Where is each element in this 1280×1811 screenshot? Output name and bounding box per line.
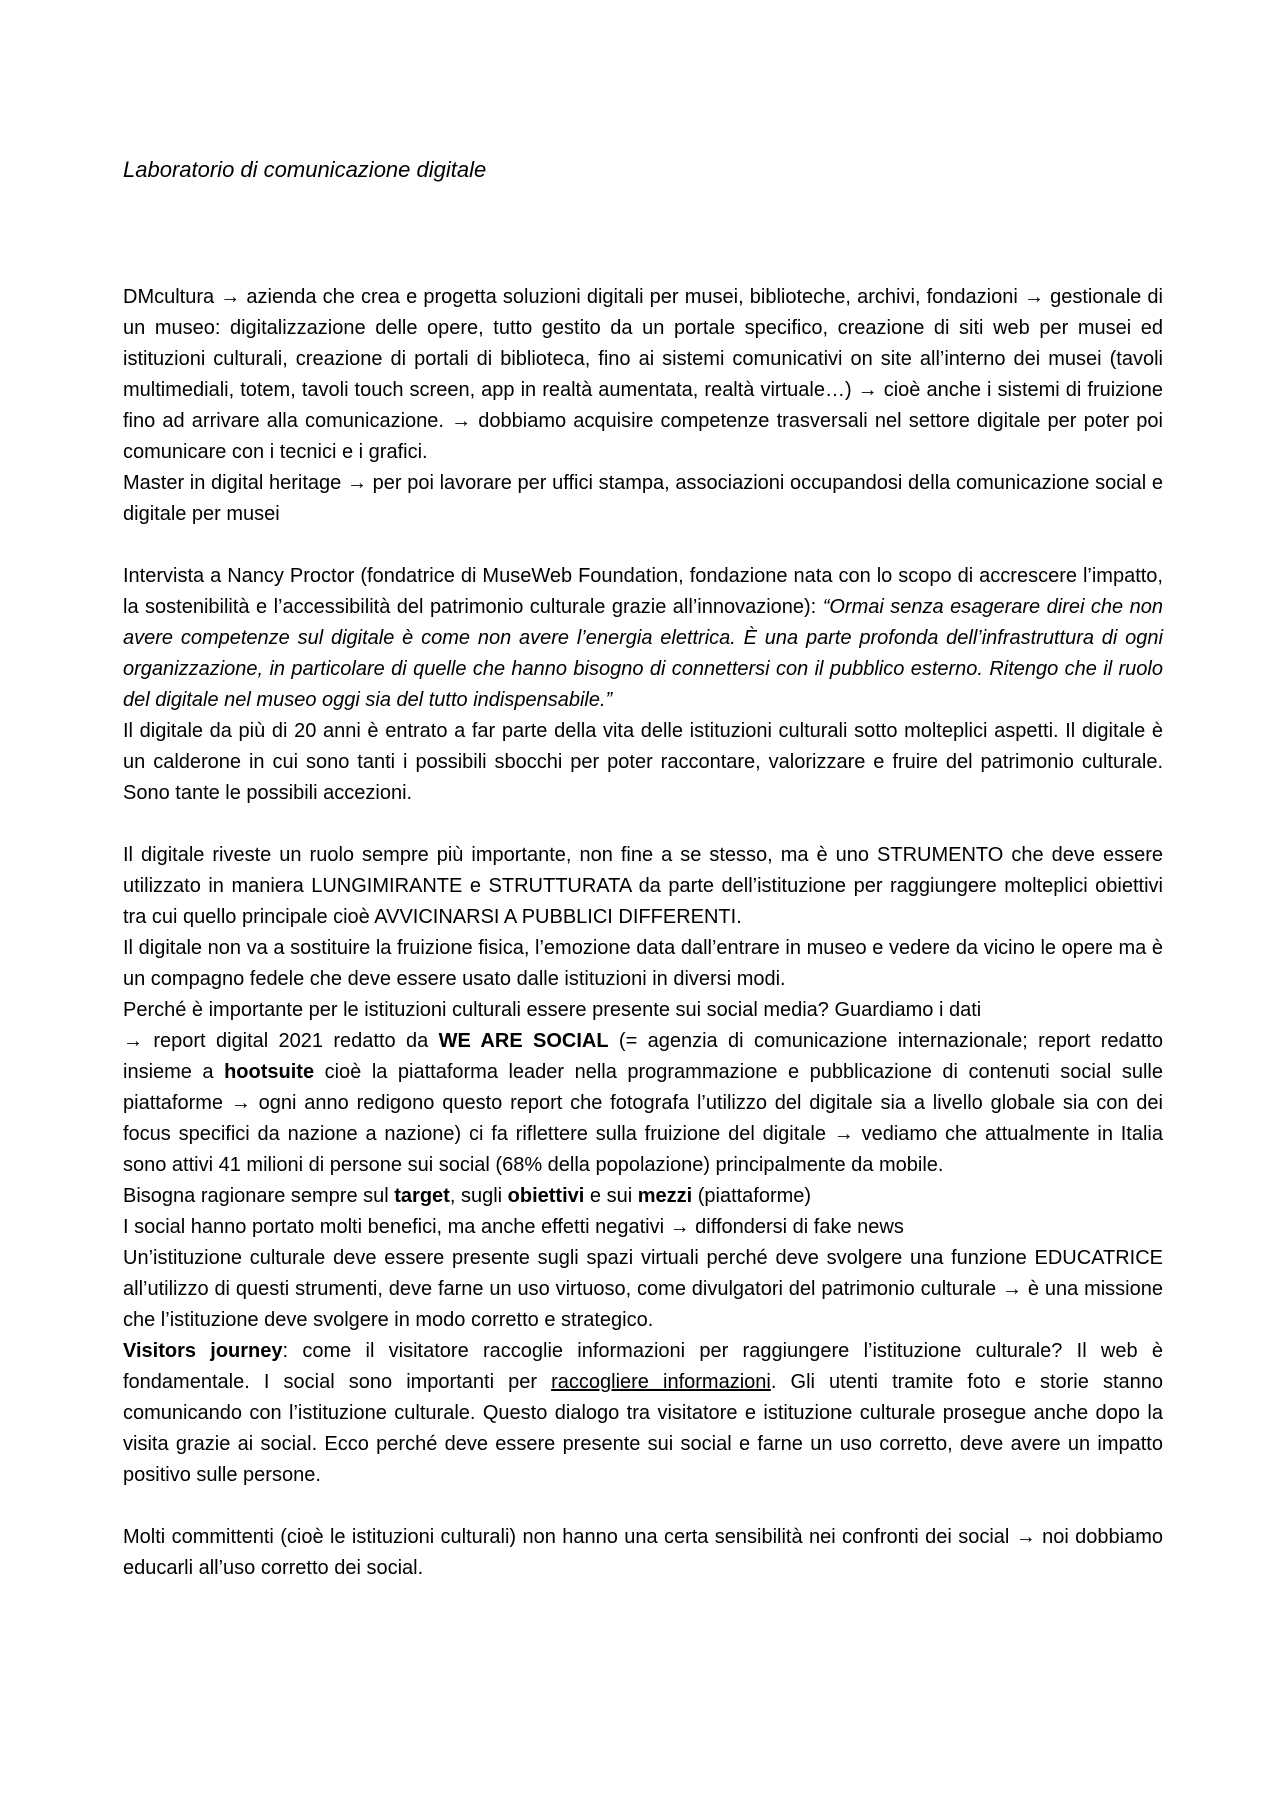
bold-text: hootsuite	[224, 1061, 315, 1083]
arrow-icon: →	[1015, 1526, 1036, 1548]
interview-quote: “Ormai senza esagerare direi che non avere competenze sul digitale è come non avere l’energia elettrica. È una parte profonda dell’infrastruttura di ogni organizzazione, in particolare di quelle che hanno bisogno di connettersi con il pubblico esterno. Ritengo che il ruolo del digitale nel museo oggi sia del tutto indispensabile.”	[123, 596, 1163, 711]
paragraph-spacer	[123, 1491, 1163, 1522]
arrow-icon: →	[346, 472, 367, 494]
text-run: azienda che crea e progetta soluzioni digitali per musei, biblioteche, archivi, fondazioni	[240, 286, 1024, 308]
arrow-icon: →	[1002, 1278, 1023, 1300]
arrow-icon: →	[1023, 286, 1044, 308]
text-run: Molti committenti (cioè le istituzioni culturali) non hanno una certa sensibilità nei confronti dei social	[123, 1526, 1016, 1548]
text-run: DMcultura	[123, 286, 221, 308]
text-run: ogni anno redigono questo report che fotografa l’utilizzo del digitale sia a livello globale sia con dei focus specifici da nazione a nazione) ci fa riflettere sulla fruizione del digitale	[123, 1092, 1163, 1145]
text-run: I social hanno portato molti benefici, ma anche effetti negativi	[123, 1216, 670, 1238]
text-run: è una missione che l’istituzione deve svolgere in modo corretto e strategico.	[123, 1278, 1163, 1331]
underlined-text: raccogliere informazioni	[551, 1371, 771, 1393]
paragraph-social-effects	[123, 1212, 1163, 1243]
text-run: per poi lavorare per uffici stampa, associazioni occupandosi della comunicazione social e digitale per musei	[123, 472, 1164, 525]
text-run: report digital 2021 redatto da	[143, 1030, 439, 1052]
text-run: : come il visitatore raccoglie informazioni per raggiungere l’istituzione culturale? Il web è fondamentale. I social sono importanti per	[123, 1340, 1163, 1393]
arrow-icon: →	[230, 1092, 251, 1114]
bold-text: obiettivi	[507, 1185, 585, 1207]
text-run: gestionale di un museo: digitalizzazione delle opere, tutto gestito da un portale specifico, creazione di siti web per musei ed istituzioni culturali, creazione di portali di biblioteca, fino ai sistemi comunicativi on site all’interno dei musei (tavoli multimediali, totem, tavoli touch screen, app in realtà aumentata, realtà virtuale…)	[123, 286, 1163, 401]
paragraph-committenti	[123, 1522, 1163, 1584]
paragraph-physical-fruition: Il digitale non va a sostituire la fruizione fisica, l’emozione data dall’entrare in museo e vedere da vicino le opere ma è un compagno fedele che deve essere usato dalle istituzioni in diversi modi.	[123, 937, 1163, 990]
arrow-icon: →	[669, 1216, 690, 1238]
text-run: Bisogna ragionare sempre sul	[123, 1185, 395, 1207]
text-run: cioè la piattaforma leader nella programmazione e pubblicazione di contenuti social sulle piattaforme	[123, 1061, 1163, 1114]
text-run: Un’istituzione culturale deve essere presente sugli spazi virtuali perché deve svolgere una funzione EDUCATRICE all’utilizzo di questi strumenti, deve farne un uso virtuoso, come divulgatori del patrimonio culturale	[123, 1247, 1163, 1300]
paragraph-spacer	[123, 809, 1163, 840]
bold-text: mezzi	[637, 1185, 693, 1207]
text-run: noi dobbiamo educarli all’uso corretto dei social.	[123, 1526, 1163, 1579]
text-run: . Gli utenti tramite foto e storie stanno comunicando con l’istituzione culturale. Questo dialogo tra visitatore e istituzione culturale prosegue anche dopo la visita grazie ai social. Ecco perché deve essere presente sui social e farne un uso corretto, deve avere un impatto positivo sulle persone.	[123, 1371, 1164, 1486]
paragraph-report	[123, 1026, 1163, 1181]
paragraph-dmcultura	[123, 282, 1163, 468]
text-run: vediamo che attualmente in Italia sono attivi 41 milioni di persone sui social (68% della popolazione) principalmente da mobile.	[123, 1123, 1163, 1176]
document-body	[123, 282, 1163, 1584]
paragraph-digital-history: Il digitale da più di 20 anni è entrato a far parte della vita delle istituzioni culturali sotto molteplici aspetti. Il digitale è un calderone in cui sono tanti i possibili sbocchi per poter raccontare, valorizzare e fruire del patrimonio culturale. Sono tante le possibili accezioni.	[123, 720, 1163, 804]
paragraph-interview	[123, 561, 1163, 716]
arrow-icon: →	[220, 286, 241, 308]
arrow-icon: →	[857, 379, 878, 401]
paragraph-educational-role	[123, 1243, 1163, 1336]
text-run: cioè anche i sistemi di fruizione fino ad arrivare alla comunicazione.	[123, 379, 1163, 432]
document-title: Laboratorio di comunicazione digitale	[123, 157, 487, 182]
arrow-icon: →	[833, 1123, 854, 1145]
text-run: (piattaforme)	[692, 1185, 812, 1207]
paragraph-digital-role: Il digitale riveste un ruolo sempre più importante, non fine a se stesso, ma è uno STRUMENTO che deve essere utilizzato in maniera LUNGIMIRANTE e STRUTTURATA da parte dell’istituzione per raggiungere molteplici obiettivi tra cui quello principale cioè AVVICINARSI A PUBBLICI DIFFERENTI.	[123, 844, 1163, 928]
text-run: Master in digital heritage	[123, 472, 347, 494]
paragraph-visitors-journey	[123, 1336, 1163, 1491]
text-run: diffondersi di fake news	[689, 1216, 904, 1238]
bold-text: WE ARE SOCIAL	[438, 1030, 609, 1052]
text-run: (= agenzia di comunicazione internazionale; report redatto insieme a	[123, 1030, 1163, 1083]
arrow-icon: →	[451, 410, 472, 432]
bold-text: target	[394, 1185, 450, 1207]
text-run: e sui	[584, 1185, 638, 1207]
paragraph-master	[123, 468, 1163, 530]
arrow-icon: →	[123, 1030, 143, 1052]
text-run: Intervista a Nancy Proctor (fondatrice di MuseWeb Foundation, fondazione nata con lo scopo di accrescere l’impatto, la sostenibilità e l’accessibilità del patrimonio culturale grazie all’innovazione):	[123, 565, 1163, 618]
paragraph-question: Perché è importante per le istituzioni culturali essere presente sui social media? Guardiamo i dati	[123, 999, 982, 1021]
text-run: dobbiamo acquisire competenze trasversali nel settore digitale per poter poi comunicare con i tecnici e i grafici.	[123, 410, 1163, 463]
paragraph-target	[123, 1181, 1163, 1212]
bold-text: Visitors journey	[123, 1340, 283, 1362]
text-run: , sugli	[449, 1185, 508, 1207]
paragraph-spacer	[123, 530, 1163, 561]
